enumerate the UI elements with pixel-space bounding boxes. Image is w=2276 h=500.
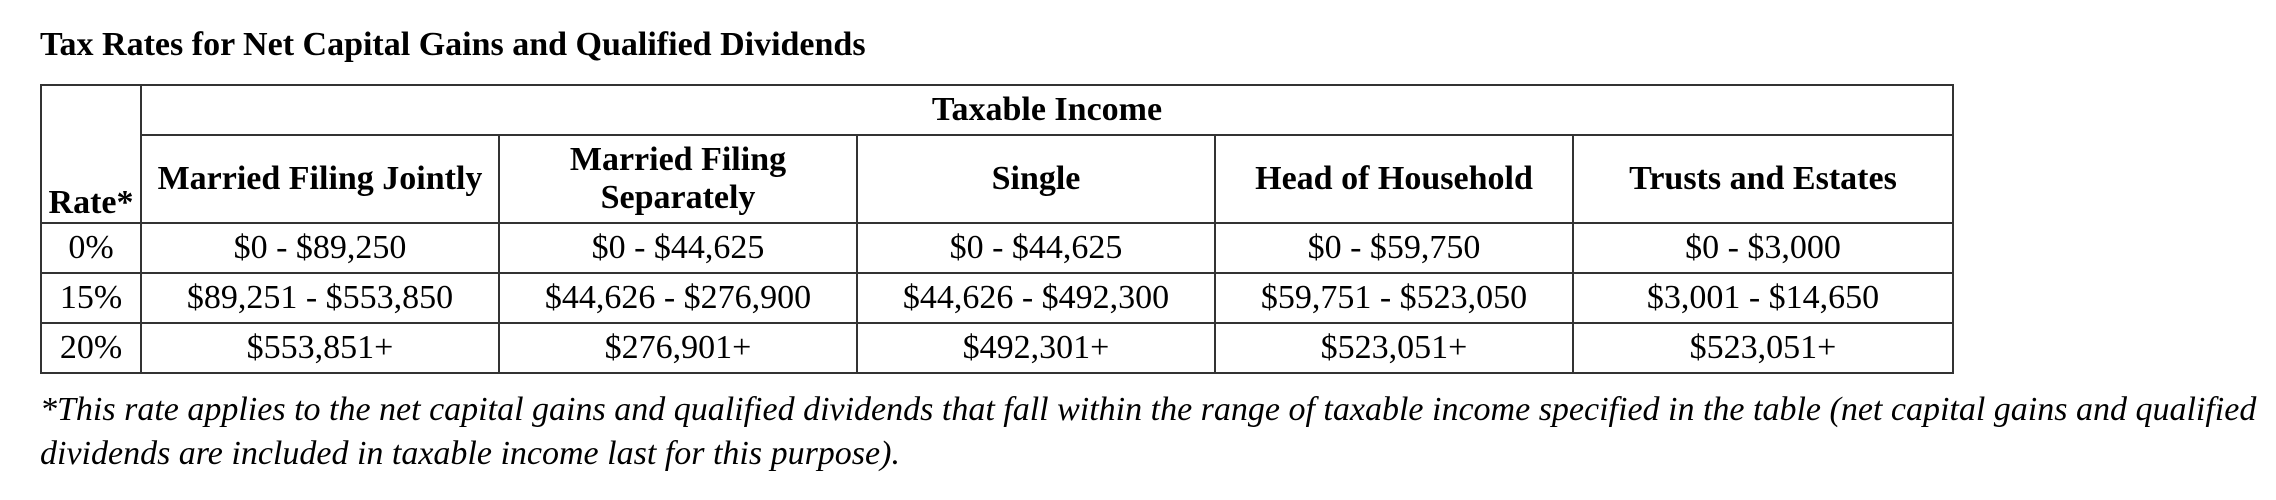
table-cell: $553,851+ [141, 323, 499, 373]
table-cell: $44,626 - $276,900 [499, 273, 857, 323]
table-cell: $492,301+ [857, 323, 1215, 373]
column-header-married-filing-jointly: Married Filing Jointly [141, 135, 499, 223]
rate-cell: 20% [41, 323, 141, 373]
table-cell: $0 - $44,625 [857, 223, 1215, 273]
table-row [41, 323, 1953, 373]
table-row [41, 273, 1953, 323]
table-cell: $0 - $59,750 [1215, 223, 1573, 273]
table-cell: $276,901+ [499, 323, 857, 373]
rate-cell: 0% [41, 223, 141, 273]
table-cell: $89,251 - $553,850 [141, 273, 499, 323]
table-cell: $0 - $44,625 [499, 223, 857, 273]
rate-column-header: Rate* [41, 85, 141, 223]
rate-cell: 15% [41, 273, 141, 323]
column-header-married-filing-separately: Married Filing Separately [499, 135, 857, 223]
table-cell: $3,001 - $14,650 [1573, 273, 1953, 323]
column-header-single: Single [857, 135, 1215, 223]
table-cell: $523,051+ [1215, 323, 1573, 373]
footnote: *This rate applies to the net capital gains and qualified dividends that fall within the range of taxable income specified in the table (net capital gains and qualified dividends are included in taxable income last for this purpose). [40, 391, 2257, 472]
table-row [41, 223, 1953, 273]
table-cell: $523,051+ [1573, 323, 1953, 373]
column-header-trusts-and-estates: Trusts and Estates [1573, 135, 1953, 223]
tax-rates-table [40, 84, 1954, 374]
table-subheader-row [41, 135, 1953, 223]
page-title: Tax Rates for Net Capital Gains and Qualified Dividends [40, 26, 866, 63]
column-header-head-of-household: Head of Household [1215, 135, 1573, 223]
table-cell: $0 - $89,250 [141, 223, 499, 273]
table-cell: $59,751 - $523,050 [1215, 273, 1573, 323]
taxable-income-header: Taxable Income [141, 85, 1953, 135]
table-cell: $0 - $3,000 [1573, 223, 1953, 273]
table-header-row [41, 85, 1953, 135]
table-cell: $44,626 - $492,300 [857, 273, 1215, 323]
